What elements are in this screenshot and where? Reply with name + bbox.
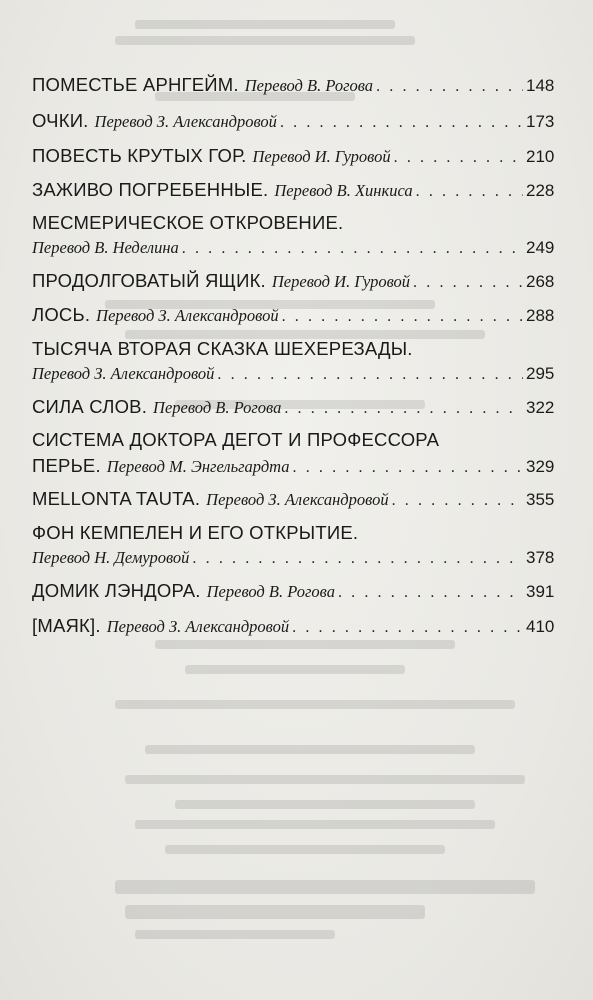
toc-entry — [32, 212, 555, 264]
toc-line — [32, 74, 555, 100]
translator: Перевод И. Гуровой — [271, 272, 411, 291]
toc-line — [32, 522, 552, 548]
toc-line — [32, 548, 555, 574]
page-number: 210 — [526, 147, 555, 166]
toc-entry — [32, 615, 555, 641]
translator: Перевод Н. Демуровой — [32, 548, 190, 567]
translator: Перевод В. Рогова — [244, 76, 374, 95]
page-number: 249 — [526, 238, 555, 257]
translator: Перевод В. Неделина — [32, 238, 179, 257]
page-number: 288 — [526, 306, 555, 325]
toc-entry — [32, 338, 555, 390]
story-title: ТЫСЯЧА ВТОРАЯ СКАЗКА ШЕХЕРЕЗАДЫ. — [32, 338, 413, 359]
toc-entry — [32, 488, 555, 514]
translator: Перевод М. Энгельгардта — [106, 457, 290, 476]
toc-line — [32, 270, 555, 296]
page-number: 322 — [526, 398, 555, 417]
toc-entry — [32, 522, 555, 574]
story-title: MELLONTA TAUTA. — [32, 488, 201, 509]
translator: Перевод З. Александровой — [96, 306, 279, 325]
toc-entry — [32, 270, 555, 296]
page-number: 378 — [526, 548, 555, 567]
toc-line — [32, 455, 555, 481]
translator: Перевод З. Александровой — [32, 364, 215, 383]
story-title: МЕСМЕРИЧЕСКОЕ ОТКРОВЕНИЕ. — [32, 212, 344, 233]
story-title: [МАЯК]. — [32, 615, 101, 636]
dot-leader — [416, 183, 523, 201]
story-title: ПОМЕСТЬЕ АРНГЕЙМ. — [32, 74, 239, 95]
toc-line — [32, 304, 555, 330]
dot-leader — [394, 149, 523, 167]
dot-leader — [392, 492, 523, 510]
toc-line — [32, 110, 555, 136]
translator: Перевод В. Рогова — [206, 582, 335, 601]
toc-entry — [32, 396, 555, 422]
story-title: ПРОДОЛГОВАТЫЙ ЯЩИК. — [32, 270, 266, 291]
toc-line — [32, 238, 555, 264]
toc-line — [32, 429, 552, 455]
story-title: ЗАЖИВО ПОГРЕБЕННЫЕ. — [32, 179, 269, 200]
toc-entry — [32, 580, 555, 606]
story-title: СИЛА СЛОВ. — [32, 396, 148, 417]
translator: Перевод З. Александровой — [206, 490, 389, 509]
translator: Перевод З. Александровой — [106, 617, 290, 636]
dot-leader — [217, 366, 523, 384]
toc-line — [32, 179, 555, 205]
dot-leader — [192, 550, 523, 568]
toc-entry — [32, 179, 555, 205]
page-number: 329 — [526, 457, 555, 476]
toc-entry — [32, 429, 555, 481]
toc-line — [32, 364, 555, 390]
toc-entry — [32, 74, 555, 100]
page-number: 148 — [526, 76, 555, 95]
dot-leader — [182, 240, 523, 258]
dot-leader — [284, 400, 523, 418]
page-number: 173 — [526, 112, 555, 131]
dot-leader — [292, 619, 523, 637]
story-title: СИСТЕМА ДОКТОРА ДЕГОТ И ПРОФЕССОРА — [32, 429, 440, 450]
toc-line — [32, 488, 555, 514]
toc-line — [32, 580, 555, 606]
toc-line — [32, 212, 552, 238]
dot-leader — [280, 114, 523, 132]
page-number: 295 — [526, 364, 555, 383]
story-title: ДОМИК ЛЭНДОРА. — [32, 580, 201, 601]
dot-leader — [282, 308, 523, 326]
translator: Перевод З. Александровой — [94, 112, 277, 131]
dot-leader — [338, 584, 523, 602]
toc-entry — [32, 304, 555, 330]
page-number: 355 — [526, 490, 555, 509]
story-title: ЛОСЬ. — [32, 304, 91, 325]
page-number: 410 — [526, 617, 555, 636]
story-title: ПОВЕСТЬ КРУТЫХ ГОР. — [32, 145, 247, 166]
toc-entry — [32, 110, 555, 136]
translator: Перевод И. Гуровой — [252, 147, 391, 166]
story-title: ОЧКИ. — [32, 110, 89, 131]
translator: Перевод В. Рогова — [153, 398, 282, 417]
story-title-continued: ПЕРЬЕ. — [32, 455, 101, 476]
toc-entry — [32, 145, 555, 171]
toc-line — [32, 396, 555, 422]
toc-line — [32, 615, 555, 641]
dot-leader — [376, 78, 523, 96]
toc-line — [32, 338, 552, 364]
page-number: 268 — [526, 272, 555, 291]
dot-leader — [413, 274, 523, 292]
story-title: ФОН КЕМПЕЛЕН И ЕГО ОТКРЫТИЕ. — [32, 522, 359, 543]
translator: Перевод В. Хинкиса — [274, 181, 413, 200]
page-number: 391 — [526, 582, 555, 601]
page-number: 228 — [526, 181, 555, 200]
toc-line — [32, 145, 555, 171]
dot-leader — [293, 459, 523, 477]
